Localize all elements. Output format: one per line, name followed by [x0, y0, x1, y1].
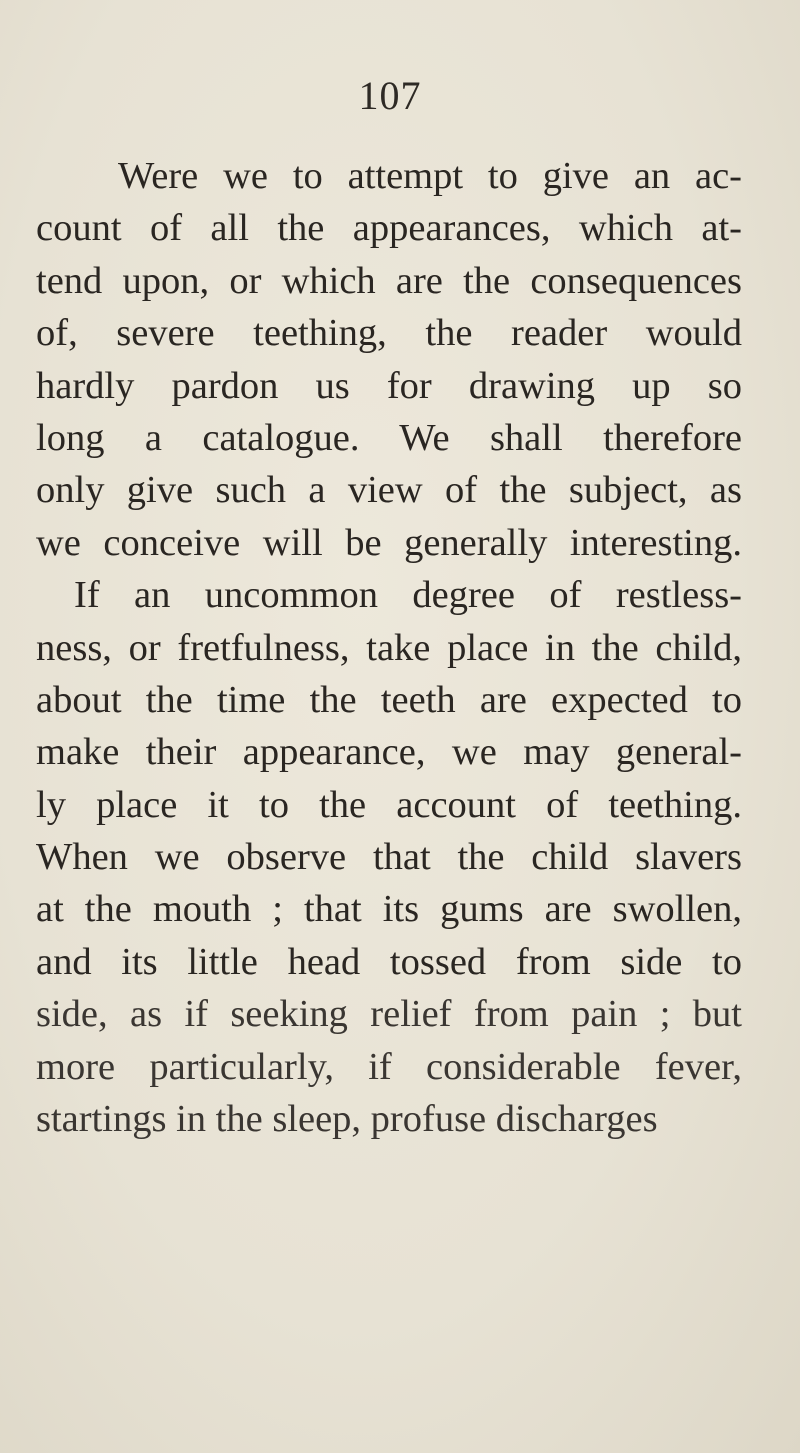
text-line: we conceive will be generally interesting. — [36, 521, 742, 564]
text-line: make their appearance, we may general- — [36, 731, 742, 774]
text-line: If an uncommon degree of restless- — [74, 574, 742, 617]
text-line: only give such a view of the subject, as — [36, 469, 742, 512]
text-line: and its little head tossed from side to — [36, 940, 742, 983]
text-line: at the mouth ; that its gums are swollen, — [36, 888, 742, 931]
text-line: long a catalogue. We shall therefore — [36, 416, 742, 459]
text-line: about the time the teeth are expected to — [36, 678, 742, 721]
page-number: 107 — [358, 73, 422, 118]
text-line: startings in the sleep, profuse discharges — [36, 1098, 658, 1141]
text-line: of, severe teething, the reader would — [36, 312, 742, 355]
text-line: count of all the appearances, which at- — [36, 207, 742, 250]
text-line: tend upon, or which are the consequences — [36, 259, 742, 302]
text-line: side, as if seeking relief from pain ; but — [36, 993, 742, 1036]
text-line: ness, or fretfulness, take place in the child, — [36, 626, 742, 669]
text-line: more particularly, if considerable fever, — [36, 1045, 742, 1088]
text-line: hardly pardon us for drawing up so — [36, 364, 742, 407]
body-text — [36, 150, 742, 1145]
text-line: Were we to attempt to give an ac- — [118, 155, 742, 197]
text-line: ly place it to the account of teething. — [36, 783, 742, 826]
text-line: When we observe that the child slavers — [36, 836, 742, 879]
